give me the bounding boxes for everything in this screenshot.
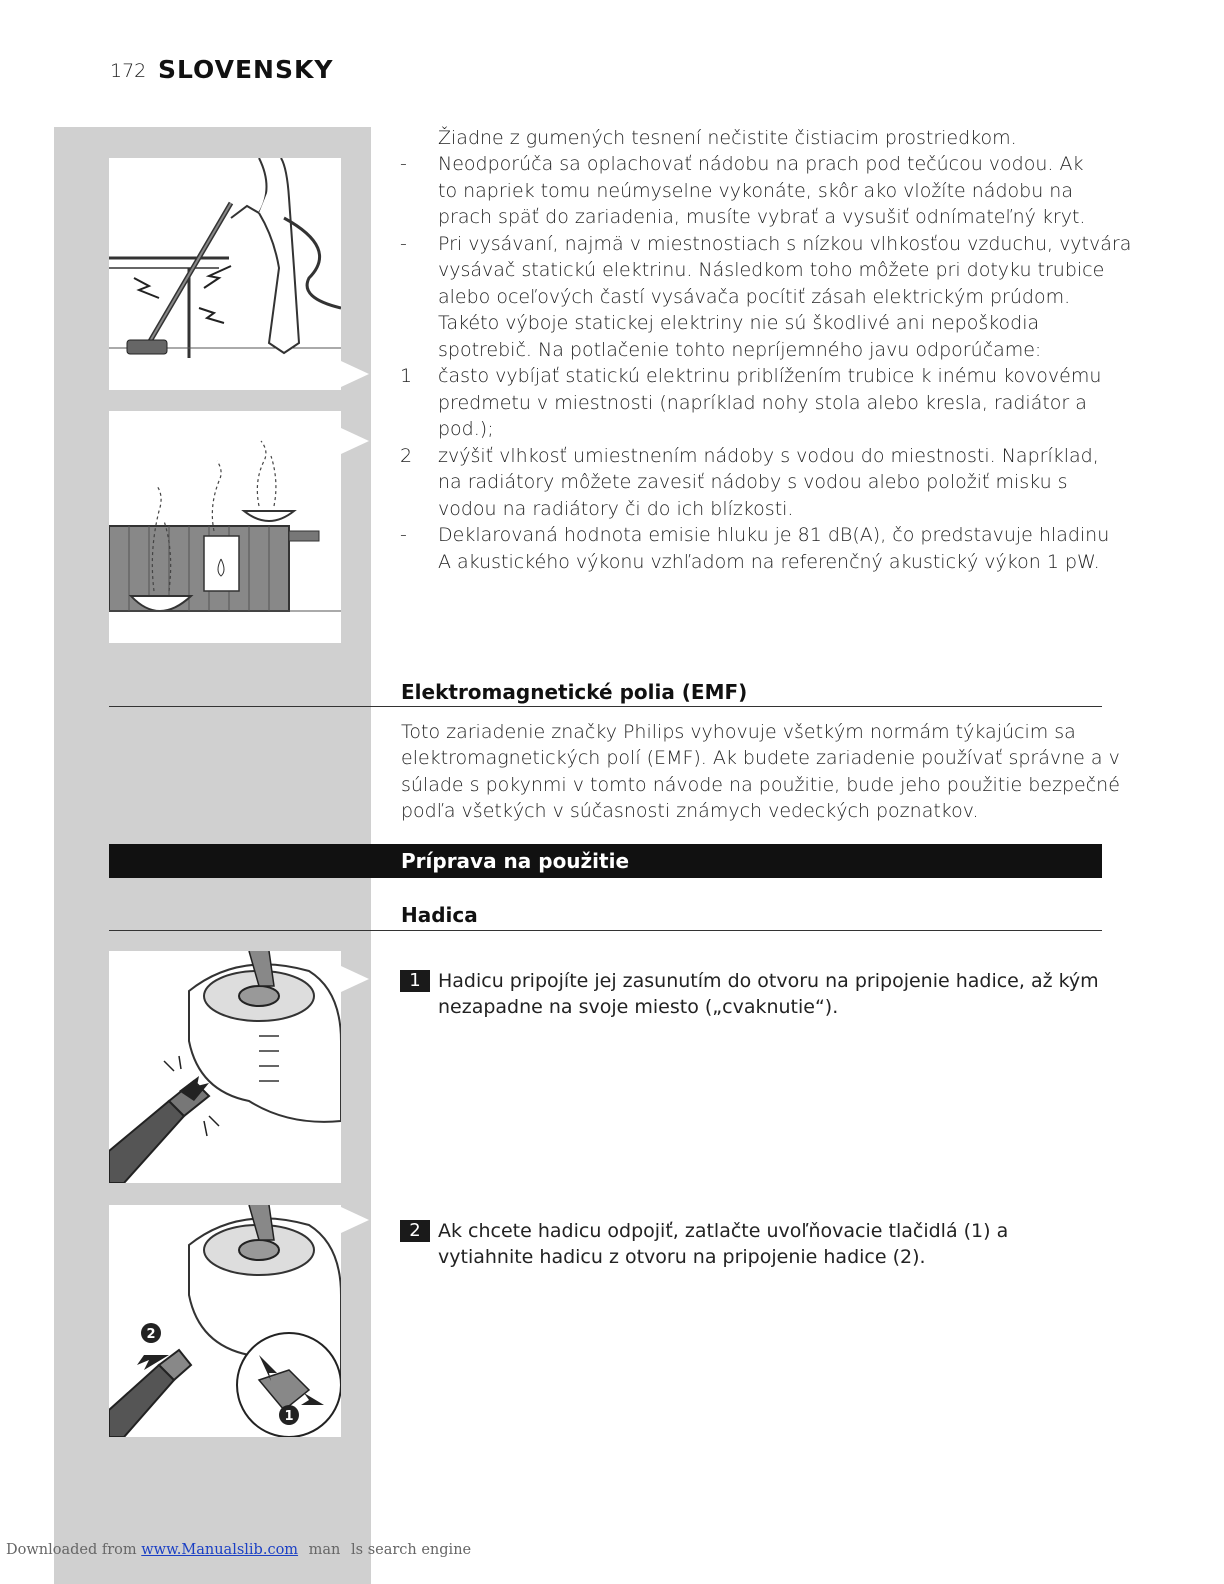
- illustration-hose-attach: [109, 951, 341, 1183]
- illustration-hose-detach: [109, 1205, 341, 1437]
- step-number: 2: [400, 1220, 430, 1242]
- hose-attach-drawing: [109, 951, 341, 1183]
- emf-line: Toto zariadenie značky Philips vyhovuje všetkým normám týkajúcim sa: [401, 721, 1076, 743]
- note-line: predmetu v miestnosti (napríklad nohy stola alebo kresla, radiátor a: [438, 392, 1087, 414]
- callout-number: 2: [146, 1327, 156, 1342]
- note-line: 1 často vybíjať statickú elektrinu priblížením trubice k inému kovovému: [400, 365, 1102, 387]
- note-line: pod.);: [438, 418, 494, 440]
- note-line: Takéto výboje statickej elektriny nie sú škodlivé ani nepoškodia: [438, 312, 1040, 334]
- step-text: vytiahnite hadicu z otvoru na pripojenie hadice (2).: [438, 1246, 926, 1268]
- step-text: nezapadne na svoje miesto („cvaknutie“).: [438, 996, 839, 1018]
- note-line: A akustického výkonu vzhľadom na referenčný akustický výkon 1 pW.: [438, 551, 1100, 573]
- callout-notch: [341, 1207, 369, 1233]
- note-line: vodou na radiátory či do ich blízkosti.: [438, 498, 794, 520]
- note-line: - Pri vysávaní, najmä v miestnostiach s nízkou vlhkosťou vzduchu, vytvára: [400, 233, 1132, 255]
- note-line: na radiátory môžete zavesiť nádoby s vodou alebo položiť misku s: [438, 471, 1068, 493]
- note-line: 2 zvýšiť vlhkosť umiestnením nádoby s vodou do miestnosti. Napríklad,: [400, 445, 1099, 467]
- hose-heading: Hadica: [401, 903, 478, 927]
- emf-rule: [109, 706, 1102, 707]
- footer-suffix: man: [308, 1542, 341, 1558]
- note-line: alebo oceľových častí vysávača pocítiť zásah elektrickým prúdom.: [438, 286, 1071, 308]
- callout-notch: [341, 966, 369, 992]
- emf-line: súlade s pokynmi v tomto návode na použitie, bude jeho použitie bezpečné: [401, 774, 1120, 796]
- prep-heading: Príprava na použitie: [401, 849, 630, 873]
- section-language: SLOVENSKY: [158, 55, 334, 84]
- note-line: to napriek tomu neúmyselne vykonáte, skôr ako vložíte nádobu na: [438, 180, 1073, 202]
- page-number: 172: [110, 60, 147, 82]
- callout-number: 1: [284, 1409, 294, 1424]
- hose-rule: [109, 930, 1102, 931]
- manualslib-link[interactable]: www.Manualslib.com: [141, 1542, 299, 1558]
- note-line: - Deklarovaná hodnota emisie hluku je 81 dB(A), čo predstavuje hladinu: [400, 524, 1110, 546]
- footer-suffix: ls search engine: [351, 1542, 472, 1558]
- note-line: prach späť do zariadenia, musíte vybrať a vysušiť odnímateľný kryt.: [438, 206, 1086, 228]
- emf-heading: Elektromagnetické polia (EMF): [401, 680, 748, 704]
- download-footer: [6, 1542, 471, 1558]
- footer-prefix: Downloaded from: [6, 1542, 137, 1558]
- emf-line: elektromagnetických polí (EMF). Ak budete zariadenie používať správne a v: [401, 747, 1120, 769]
- prep-heading-bar: [109, 844, 1102, 878]
- note-line: - Neodporúča sa oplachovať nádobu na prach pod tečúcou vodou. Ak: [400, 153, 1084, 175]
- hose-detach-drawing: [109, 1205, 341, 1437]
- step-number: 1: [400, 970, 430, 992]
- note-line: Žiadne z gumených tesnení nečistite čistiacim prostriedkom.: [438, 127, 1017, 149]
- step-text: Ak chcete hadicu odpojiť, zatlačte uvoľňovacie tlačidlá (1) a: [438, 1220, 1009, 1242]
- note-line: spotrebič. Na potlačenie tohto nepríjemného javu odporúčame:: [438, 339, 1042, 361]
- emf-line: podľa všetkých v súčasnosti známych vedeckých poznatkov.: [401, 800, 979, 822]
- step-text: Hadicu pripojíte jej zasunutím do otvoru na pripojenie hadice, až kým: [438, 970, 1099, 992]
- note-line: vysávač statickú elektrinu. Následkom toho môžete pri dotyku trubice: [438, 259, 1105, 281]
